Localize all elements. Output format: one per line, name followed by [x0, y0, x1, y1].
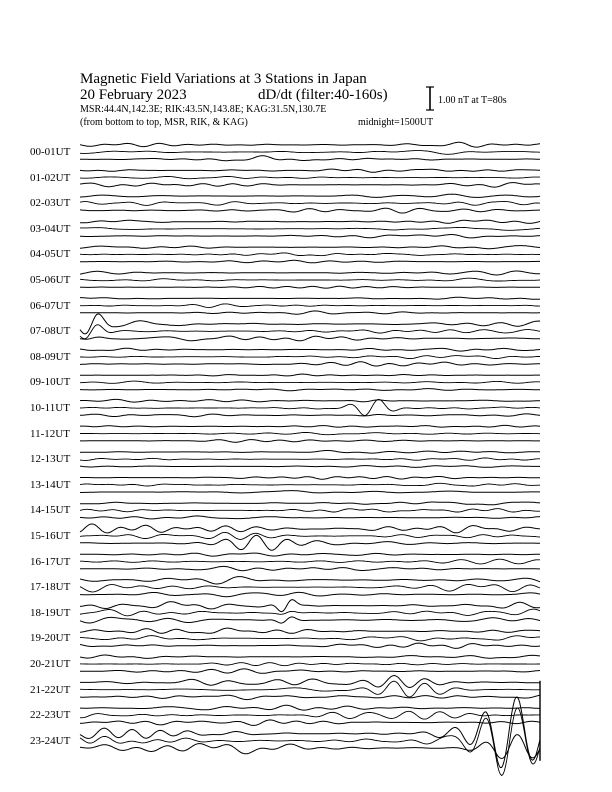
station-trace-rik: [80, 325, 540, 339]
hour-label: 06-07UT: [30, 299, 71, 312]
station-trace-rik: [80, 177, 540, 179]
station-trace-kag: [80, 425, 540, 427]
hour-label: 18-19UT: [30, 606, 71, 619]
station-trace-msr: [80, 336, 540, 341]
station-trace-msr: [80, 643, 540, 648]
station-trace-rik: [80, 532, 540, 539]
scale-label: 1.00 nT at T=80s: [438, 95, 507, 106]
hour-label: 05-06UT: [30, 274, 71, 286]
station-trace-msr: [80, 389, 540, 391]
station-trace-msr: [80, 735, 540, 759]
station-trace-kag: [80, 246, 540, 249]
station-trace-kag: [80, 142, 540, 147]
station-trace-rik: [80, 509, 540, 512]
station-trace-kag: [80, 524, 540, 533]
station-trace-msr: [80, 286, 540, 288]
station-trace-msr: [80, 156, 540, 161]
chart-title: Magnetic Field Variations at 3 Stations in Japan: [80, 71, 367, 87]
station-trace-msr: [80, 208, 540, 213]
station-trace-kag: [80, 628, 540, 633]
chart-quantity-filter: dD/dt (filter:40-160s): [258, 87, 388, 103]
station-trace-kag: [80, 169, 540, 172]
station-trace-kag: [80, 399, 540, 402]
station-trace-rik: [80, 202, 540, 206]
station-trace-rik: [80, 609, 540, 616]
midnight-note: midnight=1500UT: [358, 117, 434, 128]
station-trace-msr: [80, 466, 540, 468]
hour-label: 16-17UT: [30, 555, 71, 568]
hour-label: 15-16UT: [30, 530, 71, 542]
hour-label: 21-22UT: [30, 683, 71, 696]
station-trace-rik: [80, 356, 540, 359]
station-trace-msr: [80, 414, 540, 417]
station-trace-msr: [80, 566, 540, 570]
station-trace-rik: [80, 711, 540, 719]
station-order-note: (from bottom to top, MSR, RIK, & KAG): [80, 117, 248, 128]
station-trace-msr: [80, 440, 540, 443]
station-trace-kag: [80, 553, 540, 556]
station-trace-rik: [80, 227, 540, 230]
station-trace-kag: [80, 348, 540, 351]
station-trace-msr: [80, 695, 540, 699]
station-coordinates: MSR:44.4N,142.3E; RIK:43.5N,143.8E; KAG:31.5N,130.7E: [80, 104, 327, 115]
station-trace-msr: [80, 235, 540, 238]
station-trace-msr: [80, 617, 540, 623]
hour-label: 02-03UT: [30, 197, 71, 210]
hour-label: 07-08UT: [30, 325, 71, 338]
station-trace-rik: [80, 278, 540, 281]
station-trace-msr: [80, 260, 540, 263]
hour-label: 23-24UT: [30, 734, 71, 747]
station-trace-kag: [80, 705, 540, 710]
station-trace-rik: [80, 483, 540, 486]
station-trace-msr: [80, 362, 540, 366]
hour-label: 11-12UT: [30, 427, 70, 440]
station-trace-msr: [80, 720, 540, 726]
station-trace-msr: [80, 183, 540, 188]
hour-label: 22-23UT: [30, 709, 71, 722]
station-trace-msr: [80, 491, 540, 493]
station-trace-rik: [80, 381, 540, 383]
hour-label: 10-11UT: [30, 402, 70, 414]
station-trace-rik: [80, 663, 540, 666]
station-trace-rik: [80, 584, 540, 592]
station-trace-kag: [80, 271, 540, 275]
hour-label: 12-13UT: [30, 453, 71, 466]
station-trace-rik: [80, 151, 540, 155]
station-trace-kag: [80, 477, 540, 480]
station-trace-rik: [80, 681, 540, 697]
station-trace-rik: [80, 433, 540, 435]
station-trace-msr: [80, 516, 540, 519]
station-trace-rik: [80, 304, 540, 308]
station-trace-kag: [80, 451, 540, 454]
hour-label: 14-15UT: [30, 504, 71, 517]
hour-label: 00-01UT: [30, 146, 71, 158]
station-trace-kag: [80, 297, 540, 299]
station-trace-msr: [80, 669, 540, 673]
station-trace-rik: [80, 399, 540, 415]
station-trace-rik: [80, 636, 540, 641]
hour-label: 08-09UT: [30, 350, 71, 363]
hour-label: 20-21UT: [30, 658, 71, 670]
station-trace-kag: [80, 220, 540, 223]
hour-label: 17-18UT: [30, 581, 71, 594]
hour-label: 19-20UT: [30, 632, 71, 645]
station-trace-msr: [80, 592, 540, 596]
hour-label: 03-04UT: [30, 222, 71, 235]
station-trace-kag: [80, 577, 540, 584]
station-trace-kag: [80, 502, 540, 505]
station-trace-kag: [80, 374, 540, 376]
hour-label: 09-10UT: [30, 376, 71, 389]
station-trace-kag: [80, 676, 540, 688]
station-trace-rik: [80, 253, 540, 256]
station-trace-kag: [80, 655, 540, 658]
station-trace-kag: [80, 600, 540, 612]
hour-label: 13-14UT: [30, 478, 71, 491]
hour-label: 01-02UT: [30, 171, 71, 184]
station-trace-rik: [80, 458, 540, 461]
chart-date: 20 February 2023: [80, 87, 187, 103]
hour-label: 04-05UT: [30, 248, 71, 261]
station-trace-kag: [80, 194, 540, 197]
station-trace-rik: [80, 559, 540, 564]
station-trace-rik: [80, 708, 540, 776]
station-trace-msr: [80, 311, 540, 314]
